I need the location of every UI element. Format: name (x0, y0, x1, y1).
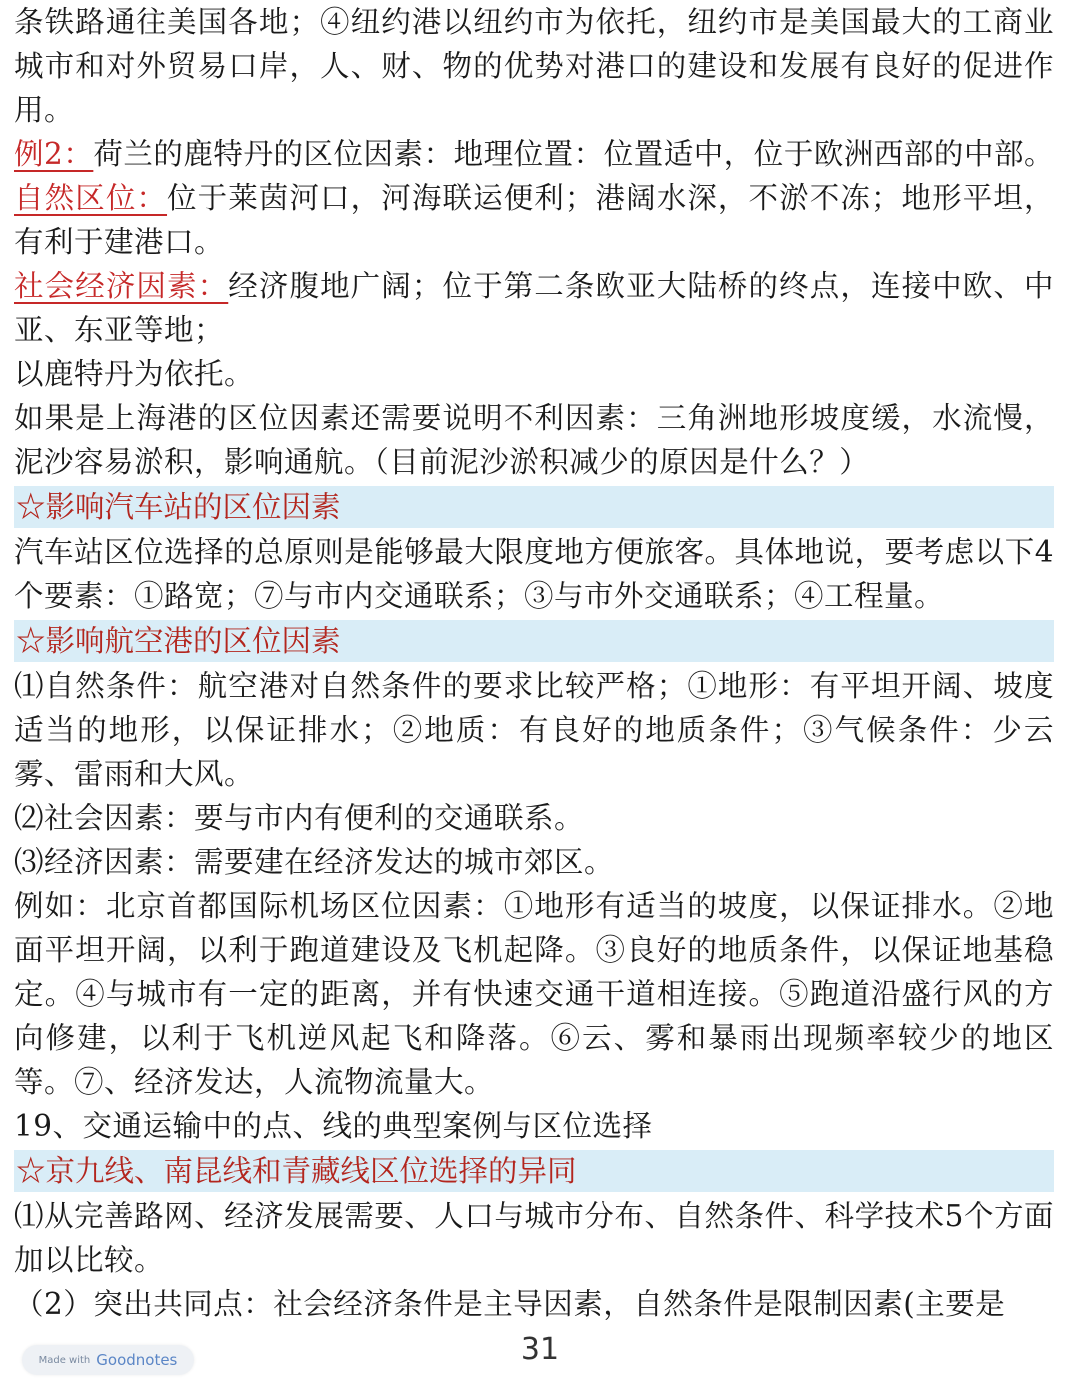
natural-location-text: 位于莱茵河口，河海联运便利；港阔水深，不淤不冻；地形平坦，有利于建港口。 (14, 181, 1054, 259)
socioeconomic-text: 经济腹地广阔；位于第二条欧亚大陆桥的终点，连接中欧、中亚、东亚等地； (14, 269, 1054, 347)
paragraph-airport-natural: ⑴自然条件：航空港对自然条件的要求比较严格；①地形：有平坦开阔、坡度适当的地形，以保证排水；②地质：有良好的地质条件；③气候条件：少云雾、雷雨和大风。 (14, 669, 1054, 791)
badge-goodnotes: Goodnotes (96, 1351, 178, 1369)
paragraph-rotterdam (14, 132, 1054, 264)
heading-bus-station: ☆影响汽车站的区位因素 (14, 486, 1054, 528)
paragraph-railways-common: （2）突出共同点：社会经济条件是主导因素，自然条件是限制因素(主要是 (14, 1287, 1006, 1321)
paragraph-rotterdam-base: 以鹿特丹为依托。 (14, 357, 255, 391)
socioeconomic-label: 社会经济因素： (14, 269, 229, 303)
section-19-title: 19、交通运输中的点、线的典型案例与区位选择 (14, 1109, 653, 1143)
document-page (14, 0, 1054, 1326)
paragraph-socioeconomic (14, 264, 1054, 352)
paragraph-bus-station: 汽车站区位选择的总原则是能够最大限度地方便旅客。具体地说，要考虑以下4个要素：①路宽；⑦与市内交通联系；③与市外交通联系；④工程量。 (14, 535, 1054, 613)
paragraph-shanghai: 如果是上海港的区位因素还需要说明不利因素：三角洲地形坡度缓，水流慢，泥沙容易淤积，影响通航。（目前泥沙淤积减少的原因是什么？） (14, 401, 1054, 479)
goodnotes-badge (22, 1345, 194, 1375)
paragraph-airport-economic: ⑶经济因素：需要建在经济发达的城市郊区。 (14, 845, 615, 879)
badge-made-with: Made with (38, 1354, 91, 1366)
paragraph-railways-compare: ⑴从完善路网、经济发展需要、人口与城市分布、自然条件、科学技术5个方面加以比较。 (14, 1199, 1054, 1277)
page-number: 31 (520, 1332, 560, 1367)
paragraph-airport-social: ⑵社会因素：要与市内有便利的交通联系。 (14, 801, 585, 835)
heading-airport: ☆影响航空港的区位因素 (14, 620, 1054, 662)
heading-railways: ☆京九线、南昆线和青藏线区位选择的异同 (14, 1150, 1054, 1192)
natural-location-label: 自然区位： (14, 181, 168, 215)
example-2-label: 例2： (14, 137, 94, 171)
paragraph-beijing-airport: 例如：北京首都国际机场区位因素：①地形有适当的坡度，以保证排水。②地面平坦开阔，以利于跑道建设及飞机起降。③良好的地质条件，以保证地基稳定。④与城市有一定的距离，并有快速交通干道相连接。⑤跑道沿盛行风的方向修建，以利于飞机逆风起飞和降落。⑥云、雾和暴雨出现频率较少的地区等。⑦、经济发达，人流物流量大。 (14, 889, 1054, 1099)
paragraph-ny-port: 条铁路通往美国各地；④纽约港以纽约市为依托，纽约市是美国最大的工商业城市和对外贸易口岸，人、财、物的优势对港口的建设和发展有良好的促进作用。 (14, 5, 1054, 127)
example-2-text: 荷兰的鹿特丹的区位因素：地理位置：位置适中，位于欧洲西部的中部。 (93, 137, 1054, 171)
